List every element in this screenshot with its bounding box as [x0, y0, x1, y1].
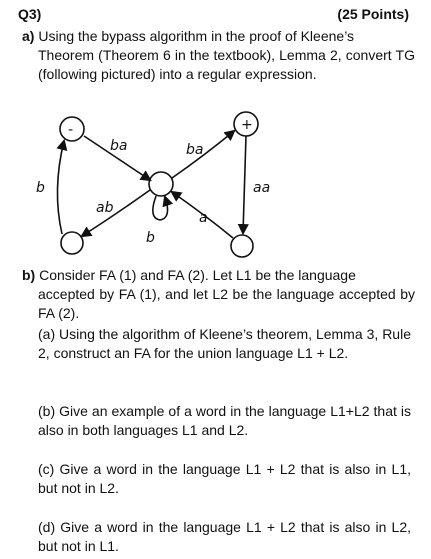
edge-ba-right-label: ba: [186, 142, 204, 158]
edge-bottomleft-to-minus: [57, 141, 64, 234]
edge-center-loop-b: [153, 196, 168, 220]
part-b-text-rest: accepted by FA (1), and let L2 be the language accepted by FA (2).: [38, 286, 415, 321]
part-b-sub-b: (b) Give an example of a word in the language L1+L2 that is also in both languages L1 and L2.: [38, 403, 411, 438]
edge-aa-label: aa: [253, 180, 271, 196]
edge-ba-left-label: ba: [110, 138, 128, 154]
part-a-text-rest: Theorem (Theorem 6 in the textbook), Lemma 2, convert TG (following pictured) into a regular expression.: [38, 47, 415, 82]
edge-plus-to-bottomright: [243, 136, 246, 233]
state-minus-label: -: [68, 122, 74, 138]
edge-center-to-bottomleft: [82, 190, 150, 236]
question-number: Q3): [18, 6, 42, 22]
question-points: (25 Points): [337, 6, 409, 22]
part-a-label: a): [22, 28, 35, 44]
state-bottom-right-circle: [231, 235, 253, 257]
edge-b-left-label: b: [36, 180, 45, 196]
state-plus-label: +: [241, 117, 253, 133]
part-b: [22, 266, 415, 323]
state-bottom-left-circle: [61, 232, 83, 254]
part-b-label: b): [22, 267, 36, 283]
part-b-sub-a: (a) Using the algorithm of Kleene’s theorem, Lemma 3, Rule 2, construct an FA for the union language L1 + L2.: [38, 326, 411, 361]
part-b-sub-d: (d) Give a word in the language L1 + L2 that is also in L2, but not in L1.: [38, 519, 411, 554]
edge-ab-label: ab: [96, 200, 114, 216]
state-center-circle: [149, 172, 173, 196]
edge-a-label: a: [199, 210, 208, 226]
part-a-text-line1: Using the bypass algorithm in the proof of Kleene’s: [38, 28, 355, 44]
edge-b-loop-label: b: [146, 230, 155, 246]
part-b-sub-c: (c) Give a word in the language L1 + L2 that is also in L1, but not in L2.: [38, 461, 411, 496]
part-b-text-line1: Consider FA (1) and FA (2). Let L1 be the language: [39, 267, 356, 283]
